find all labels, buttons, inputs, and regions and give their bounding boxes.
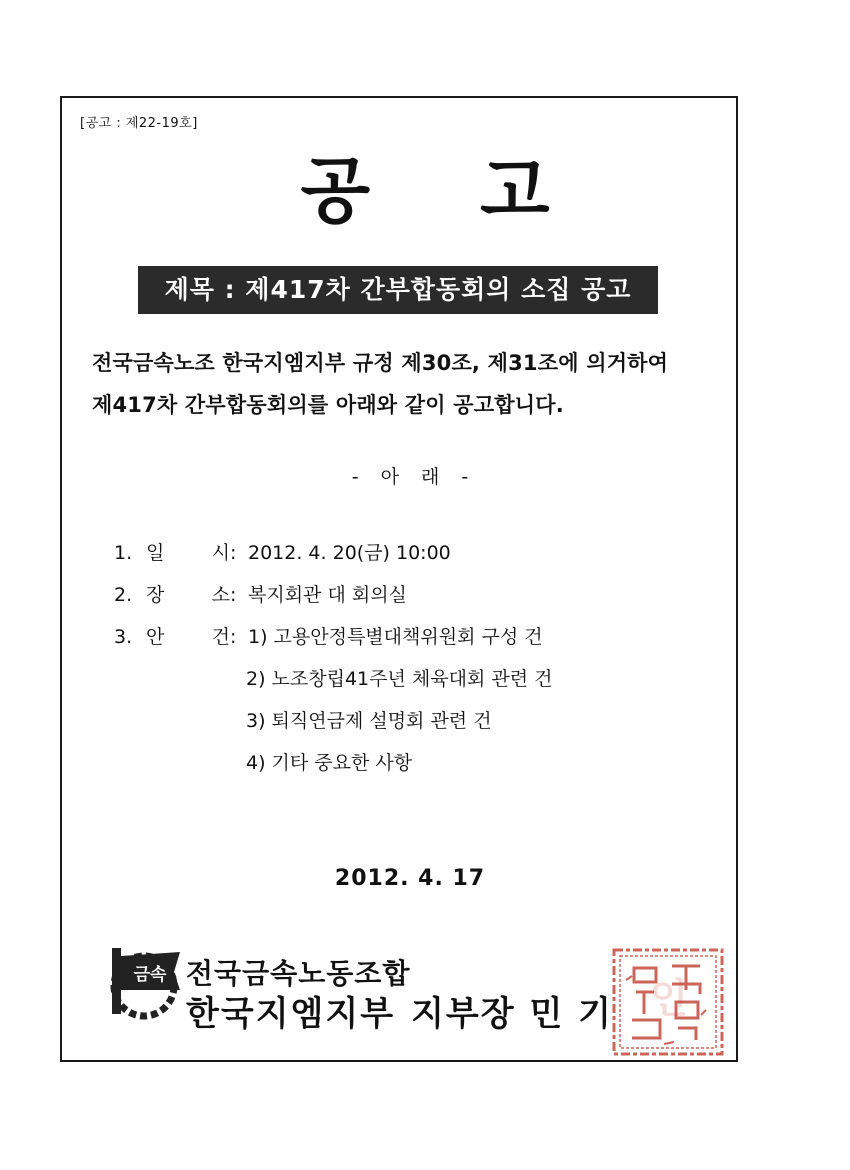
- agenda-item-text: 2) 노조창립41주년 체육대회 관련 건: [246, 668, 553, 690]
- logo-text: 금속: [133, 965, 167, 985]
- signatory-title: 지부장 민 기: [411, 994, 613, 1034]
- branch-name: 한국지엠지부: [186, 994, 396, 1034]
- item-colon: :: [230, 584, 237, 606]
- item-colon: :: [230, 542, 237, 564]
- notice-number: [공고 : 제22-19호]: [80, 116, 198, 131]
- seal-stamp: [606, 940, 732, 1062]
- seal-text: 인: [649, 976, 689, 1022]
- item-label-char: 소: [211, 584, 230, 606]
- item-label-char: 장: [146, 584, 165, 606]
- item-number: 3.: [114, 626, 133, 648]
- item-label: [146, 622, 230, 652]
- item-label-char: 시: [211, 542, 230, 564]
- item-colon: :: [230, 626, 237, 648]
- intro-line: 제417차 간부합동회의를 아래와 같이 공고합니다.: [92, 393, 564, 417]
- org-name: 전국금속노동조합: [186, 957, 411, 990]
- agenda-item-text: 3) 퇴직연금제 설명회 관련 건: [246, 710, 492, 732]
- item-label-char: 건: [211, 626, 230, 648]
- subject-bar: 제목 : 제417차 간부합동회의 소집 공고: [138, 266, 658, 314]
- signatory: [186, 986, 613, 1035]
- item-number: 2.: [114, 584, 133, 606]
- intro-paragraph: [92, 342, 752, 426]
- notice-date: 2012. 4. 17: [334, 866, 486, 891]
- document-border: [60, 96, 738, 1062]
- item-value: 2012. 4. 20(금) 10:00: [248, 542, 451, 564]
- below-heading: - 아 래 -: [351, 466, 469, 488]
- item-label: [146, 580, 230, 610]
- item-label: [146, 538, 230, 568]
- item-label-char: 일: [146, 542, 165, 564]
- agenda-item-text: 4) 기타 중요한 사항: [246, 752, 413, 774]
- item-number: 1.: [114, 542, 133, 564]
- item-label-char: 안: [146, 626, 165, 648]
- union-emblem-icon: [104, 942, 184, 1022]
- page-title: 공고: [300, 149, 660, 233]
- item-value: 1) 고용안정특별대책위원회 구성 건: [248, 626, 543, 648]
- intro-line: 전국금속노조 한국지엠지부 규정 제30조, 제31조에 의거하여: [92, 351, 669, 375]
- item-value: 복지회관 대 회의실: [248, 584, 407, 606]
